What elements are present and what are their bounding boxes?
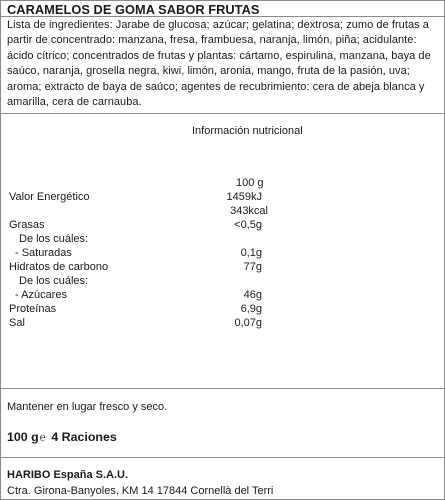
nutrition-row-label: De los cuáles: (19, 275, 89, 287)
nutrition-row-value: 46g (243, 289, 262, 301)
nutrition-row-label: Proteínas (9, 303, 57, 315)
nutrition-row-value: 1459kJ (226, 191, 262, 203)
manufacturer-address: Ctra. Girona-Banyoles, KM 14 17844 Cornellà del Terri (7, 485, 274, 497)
nutrition-row-value: <0,5g (234, 219, 262, 231)
divider (1, 457, 444, 458)
nutrition-row-label: Sal (9, 317, 25, 329)
nutrition-row-value: 0,07g (234, 317, 262, 329)
nutrition-row-value: 6,9g (240, 303, 262, 315)
nutrition-column-header: 100 g (236, 177, 264, 189)
nutrition-row-label: Grasas (9, 219, 45, 231)
nutrition-heading: Información nutricional (192, 125, 303, 137)
product-title: CARAMELOS DE GOMA SABOR FRUTAS (7, 2, 260, 17)
divider (1, 16, 444, 17)
nutrition-row-label: De los cuáles: (19, 233, 89, 245)
divider (1, 113, 444, 114)
estimated-sign-icon: ℮ (39, 430, 45, 444)
nutrition-row-label: - Azúcares (15, 289, 67, 301)
storage-note: Mantener en lugar fresco y seco. (7, 401, 168, 413)
ingredients-list: Lista de ingredientes: Jarabe de glucosa; azúcar; gelatina; dextrosa; zumo de frutas a partir de concentrado: manzana, fresa, frambuesa, naranja, limón, piña; acidulante: ácido cítrico; concentrados de frutas y plantas: cártamo, espirulina, manzana, baya de saúco, naranja, grosella negra, kiwi, limón, aronia, mango, fruta de la pasión, uva; aroma; extracto de baya de saúco; agentes de recubrimiento: cera de abeja blanca y amarilla, cera de carnauba. (7, 19, 431, 109)
nutrition-row-value: 343kcal (230, 205, 268, 217)
net-weight: 100 g (7, 430, 39, 444)
net-quantity (7, 430, 117, 444)
nutrition-row-label: Hidratos de carbono (9, 261, 109, 273)
nutrition-row-label: Valor Energético (9, 191, 90, 203)
nutrition-row-value: 77g (243, 261, 262, 273)
manufacturer-name: HARIBO España S.A.U. (7, 469, 129, 481)
divider (1, 388, 444, 389)
servings: 4 Raciones (51, 430, 117, 444)
nutrition-row-label: - Saturadas (15, 247, 72, 259)
nutrition-row-value: 0,1g (240, 247, 262, 259)
